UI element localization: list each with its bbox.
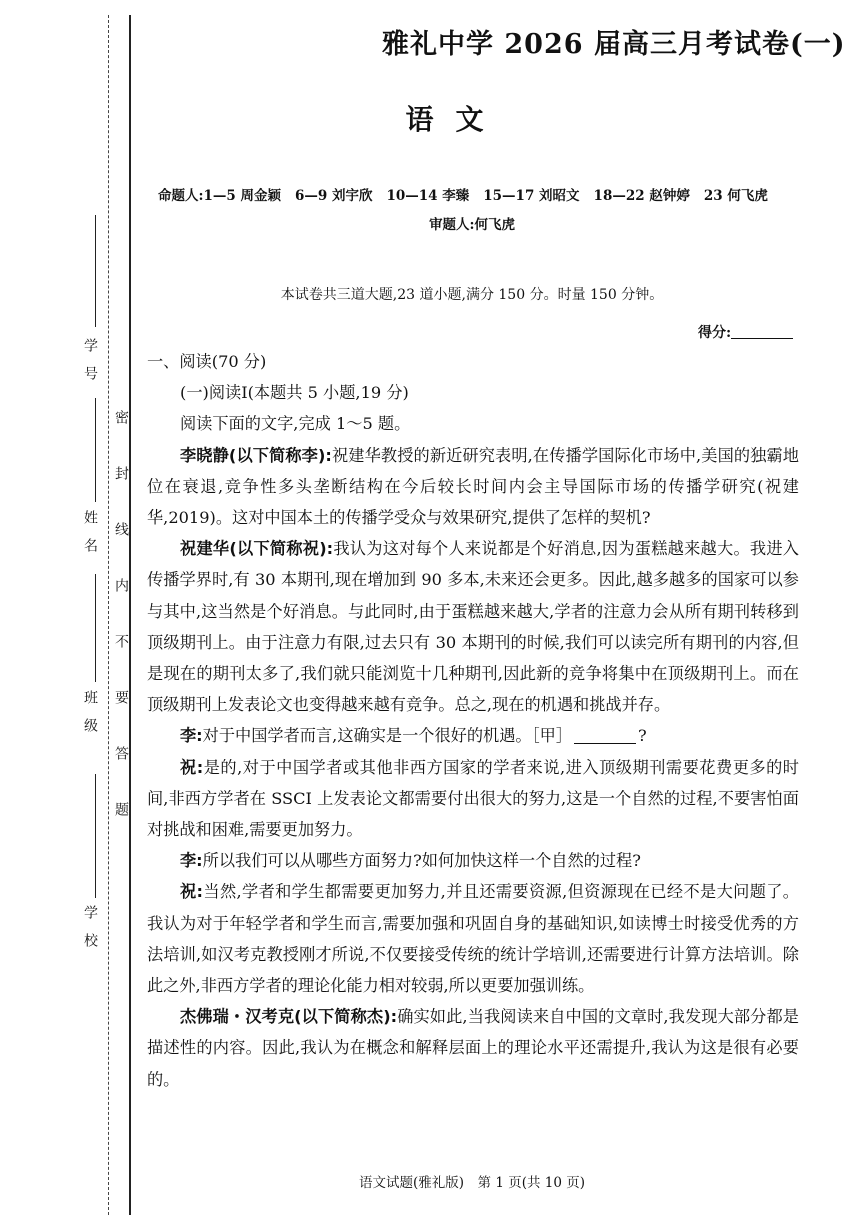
dialogue-tail: ? <box>638 726 647 746</box>
dialogue-text: 当然,学者和学生都需要更加努力,并且还需要资源,但资源现在已经不是大问题了。我认为对于年轻学者和学生而言,需要加强和巩固自身的基础知识,如读博士时接受优秀的方法培训,如汉考克教授刚才所说,不仅要接受传统的统计学培训,还需要进行计算方法培训。除此之外,非西方学者的理论化能力相对较弱,所以更要加强训练。 <box>147 882 799 996</box>
author-6: 23 何飞虎 <box>703 188 768 204</box>
speaker-label: 李晓静(以下简称李): <box>180 445 332 465</box>
authors-line <box>158 184 782 204</box>
exam-notice: 本试卷共三道大题,23 道小题,满分 150 分。时量 150 分钟。 <box>280 287 664 303</box>
margin-label-xuehao: 学 号 <box>82 338 98 380</box>
dialogue-turn <box>147 876 799 1001</box>
section-title: 一、阅读(70 分) <box>147 352 267 371</box>
speaker-label: 李: <box>180 726 203 746</box>
dialogue-turn <box>147 752 799 846</box>
dialogue-text: 我认为这对每个人来说都是个好消息,因为蛋糕越来越大。我进入传播学界时,有 30 本期刊,现在增加到 90 多本,未来还会更多。因此,越多越多的国家可以参与其中,这当然是个好消息。与此同时,由于蛋糕越来越大,学者的注意力会从所有期刊转移到顶级期刊上。由于注意力有限,过去只有 30 本期刊的时候,我们可以读完所有期刊的内容,但是现在的期刊太多了,我们就只能浏览十几种期刊,因此新的竞争将集中在顶级期刊上。而在顶级期刊上发表论文也变得越来越有竞争。总之,现在的机遇和挑战并存。 <box>147 539 799 715</box>
sub-section-title: (一)阅读Ⅰ(本题共 5 小题,19 分) <box>180 383 409 403</box>
reviewer-line: 审题人:何飞虎 <box>429 217 515 233</box>
instruction: 阅读下面的文字,完成 1～5 题。 <box>180 414 411 434</box>
answer-blank-jia[interactable] <box>574 725 636 744</box>
banji-fill-line[interactable] <box>95 574 96 682</box>
score-label: 得分: <box>698 325 732 341</box>
speaker-label: 李: <box>180 851 203 871</box>
dialogue-turn <box>147 1001 799 1095</box>
dialogue-text: 祝建华教授的新近研究表明,在传播学国际化市场中,美国的独霸地位在衰退,竞争性多头垄断结构在今后较长时间内会主导国际市场的传播学研究(祝建华,2019)。这对中国本土的传播学受众与效果研究,提供了怎样的契机? <box>147 445 799 528</box>
binding-line-outer <box>108 15 110 1215</box>
speaker-label: 祝: <box>180 757 204 777</box>
dialogue-turn <box>147 440 799 534</box>
speaker-label: 祝建华(以下简称祝): <box>180 539 334 559</box>
author-4: 15—17 刘昭文 <box>483 188 580 204</box>
xuexiao-fill-line[interactable] <box>95 774 96 898</box>
dialogue-turn <box>147 533 799 720</box>
score-field[interactable] <box>698 322 793 342</box>
author-3: 10—14 李臻 <box>386 188 470 204</box>
exam-title: 雅礼中学 2026 届高三月考试卷(一) <box>382 29 846 60</box>
dialogue-turn <box>147 720 799 751</box>
speaker-label: 杰佛瑞・汉考克(以下简称杰): <box>180 1007 398 1027</box>
xingming-fill-line[interactable] <box>95 398 96 502</box>
subject-title: 语文 <box>405 103 506 136</box>
dialogue-text: 对于中国学者而言,这确实是一个很好的机遇。［甲］ <box>202 726 573 746</box>
dialogue-text: 确实如此,当我阅读来自中国的文章时,我发现大部分都是描述性的内容。因此,我认为在概念和解释层面上的理论水平还需提升,我认为这是很有必要的。 <box>147 1007 799 1089</box>
dialogue-text: 是的,对于中国学者或其他非西方国家的学者来说,进入顶级期刊需要花费更多的时间,非西方学者在 SSCI 上发表论文都需要付出很大的努力,这是一个自然的过程,不要害怕面对挑战和困难,需要更加努力。 <box>147 757 799 840</box>
author-2: 6—9 刘宇欣 <box>294 188 373 204</box>
dialogue-text: 所以我们可以从哪些方面努力?如何加快这样一个自然的过程? <box>202 851 641 871</box>
score-blank[interactable] <box>731 324 793 339</box>
author-5: 18—22 赵钟婷 <box>593 188 690 204</box>
seal-line-notice: 密 封 线 内 不 要 答 题 <box>113 410 129 830</box>
question-body <box>147 346 799 1095</box>
speaker-label: 祝: <box>180 882 204 902</box>
margin-label-xuexiao: 学 校 <box>82 905 98 947</box>
margin-label-xingming: 姓 名 <box>82 510 98 552</box>
dialogue-turn <box>147 845 799 876</box>
author-1: 命题人:1—5 周金颖 <box>158 188 281 204</box>
page-footer: 语文试题(雅礼版) 第 1 页(共 10 页) <box>359 1175 585 1191</box>
margin-label-banji: 班 级 <box>82 690 98 732</box>
